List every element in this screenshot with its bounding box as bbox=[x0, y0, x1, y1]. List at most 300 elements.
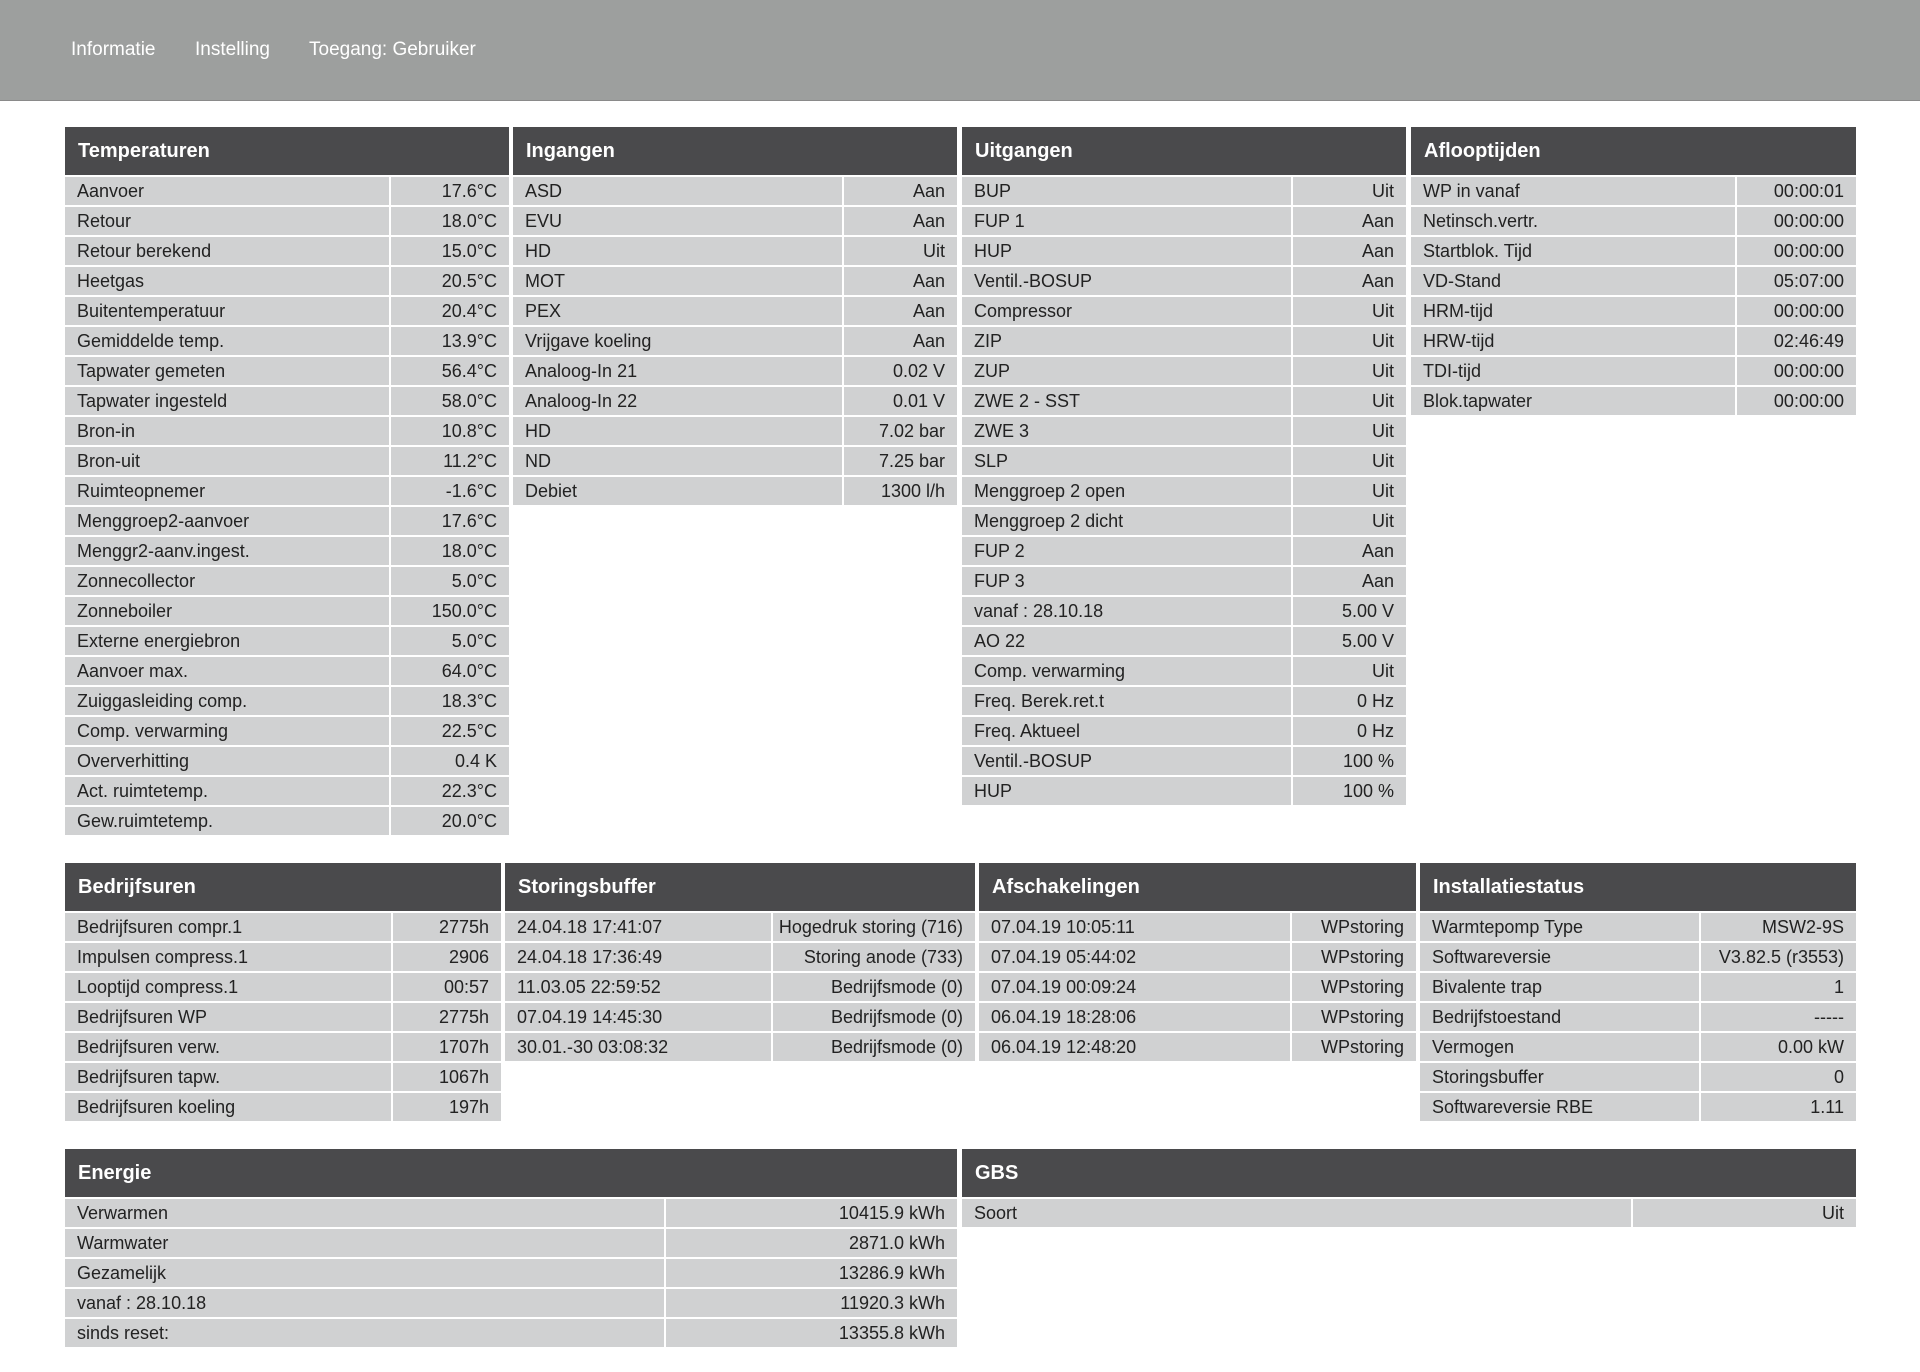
table-row bbox=[962, 297, 1406, 325]
table-row bbox=[513, 387, 957, 415]
table-row bbox=[65, 417, 509, 445]
table-row bbox=[962, 327, 1406, 355]
row-value: 22.3°C bbox=[391, 777, 509, 805]
row-value: WPstoring bbox=[1292, 1033, 1416, 1061]
row-value: ----- bbox=[1701, 1003, 1856, 1031]
panel-title: Afschakelingen bbox=[979, 863, 1416, 911]
row-label: Startblok. Tijd bbox=[1411, 237, 1735, 265]
table-row bbox=[65, 1003, 501, 1031]
row-value: WPstoring bbox=[1292, 943, 1416, 971]
table-row bbox=[513, 327, 957, 355]
panel-title: Energie bbox=[65, 1149, 957, 1197]
table-row bbox=[513, 237, 957, 265]
row-value: 02:46:49 bbox=[1737, 327, 1856, 355]
row-value: Aan bbox=[1293, 207, 1406, 235]
panel-temperaturen bbox=[65, 127, 509, 837]
panel-storingsbuffer bbox=[505, 863, 975, 1063]
rows bbox=[1411, 177, 1856, 415]
row-label: Bedrijfsuren verw. bbox=[65, 1033, 391, 1061]
nav-toegang[interactable]: Toegang: Gebruiker bbox=[309, 39, 476, 60]
row-value: 17.6°C bbox=[391, 507, 509, 535]
table-row bbox=[962, 267, 1406, 295]
table-row bbox=[65, 567, 509, 595]
row-label: Blok.tapwater bbox=[1411, 387, 1735, 415]
row-label: ASD bbox=[513, 177, 842, 205]
table-row bbox=[962, 507, 1406, 535]
table-row bbox=[505, 913, 975, 941]
rows bbox=[65, 913, 501, 1121]
table-row bbox=[1411, 177, 1856, 205]
row-label: Externe energiebron bbox=[65, 627, 389, 655]
row-label: vanaf : 28.10.18 bbox=[65, 1289, 664, 1317]
row-label: Bedrijfstoestand bbox=[1420, 1003, 1699, 1031]
row-value: 7.25 bar bbox=[844, 447, 957, 475]
row-label: Menggr2-aanv.ingest. bbox=[65, 537, 389, 565]
nav-informatie[interactable]: Informatie bbox=[71, 39, 156, 60]
table-row bbox=[979, 913, 1416, 941]
row-label: 06.04.19 18:28:06 bbox=[979, 1003, 1290, 1031]
table-row bbox=[962, 657, 1406, 685]
row-value: 5.0°C bbox=[391, 627, 509, 655]
row-label: FUP 1 bbox=[962, 207, 1291, 235]
row-label: VD-Stand bbox=[1411, 267, 1735, 295]
row-label: Compressor bbox=[962, 297, 1291, 325]
row-value: Uit bbox=[1293, 477, 1406, 505]
row-label: Zonneboiler bbox=[65, 597, 389, 625]
table-row bbox=[962, 387, 1406, 415]
row-label: Act. ruimtetemp. bbox=[65, 777, 389, 805]
row-label: ZUP bbox=[962, 357, 1291, 385]
row-label: TDI-tijd bbox=[1411, 357, 1735, 385]
row-label: Gew.ruimtetemp. bbox=[65, 807, 389, 835]
table-row bbox=[513, 357, 957, 385]
row-value: 1.11 bbox=[1701, 1093, 1856, 1121]
row-value: 00:57 bbox=[393, 973, 501, 1001]
row-value: 20.4°C bbox=[391, 297, 509, 325]
table-row bbox=[1411, 327, 1856, 355]
panel-title: Ingangen bbox=[513, 127, 957, 175]
row-label: Bron-in bbox=[65, 417, 389, 445]
table-row bbox=[513, 447, 957, 475]
table-row bbox=[1411, 207, 1856, 235]
table-row bbox=[65, 807, 509, 835]
row-label: Softwareversie RBE bbox=[1420, 1093, 1699, 1121]
row-label: Menggroep2-aanvoer bbox=[65, 507, 389, 535]
row-label: Zonnecollector bbox=[65, 567, 389, 595]
panel-title: Uitgangen bbox=[962, 127, 1406, 175]
row-value: Uit bbox=[844, 237, 957, 265]
rows bbox=[65, 1199, 957, 1347]
row-label: Bron-uit bbox=[65, 447, 389, 475]
rows bbox=[962, 1199, 1856, 1227]
panel-energie bbox=[65, 1149, 957, 1349]
table-row bbox=[979, 1003, 1416, 1031]
rows bbox=[1420, 913, 1856, 1121]
table-row bbox=[962, 687, 1406, 715]
row-label: sinds reset: bbox=[65, 1319, 664, 1347]
row-label: Retour bbox=[65, 207, 389, 235]
table-row bbox=[65, 537, 509, 565]
table-row bbox=[962, 417, 1406, 445]
table-row bbox=[962, 537, 1406, 565]
table-row bbox=[505, 1033, 975, 1061]
row-label: HD bbox=[513, 417, 842, 445]
row-value: 22.5°C bbox=[391, 717, 509, 745]
rows bbox=[513, 177, 957, 505]
row-value: Uit bbox=[1633, 1199, 1856, 1227]
row-value: Storing anode (733) bbox=[773, 943, 975, 971]
table-row bbox=[979, 1033, 1416, 1061]
row-label: WP in vanaf bbox=[1411, 177, 1735, 205]
row-label: Freq. Aktueel bbox=[962, 717, 1291, 745]
row-label: Storingsbuffer bbox=[1420, 1063, 1699, 1091]
row-label: Menggroep 2 dicht bbox=[962, 507, 1291, 535]
row-label: HRW-tijd bbox=[1411, 327, 1735, 355]
panel-ingangen bbox=[513, 127, 957, 507]
table-row bbox=[65, 687, 509, 715]
table-row bbox=[962, 237, 1406, 265]
row-value: 00:00:00 bbox=[1737, 357, 1856, 385]
table-row bbox=[505, 943, 975, 971]
row-label: FUP 3 bbox=[962, 567, 1291, 595]
panel-aflooptijden bbox=[1411, 127, 1856, 417]
table-row bbox=[65, 1319, 957, 1347]
row-value: Aan bbox=[1293, 267, 1406, 295]
table-row bbox=[65, 1063, 501, 1091]
row-value: 5.0°C bbox=[391, 567, 509, 595]
row-value: Uit bbox=[1293, 297, 1406, 325]
row-label: ZWE 2 - SST bbox=[962, 387, 1291, 415]
table-row bbox=[1420, 913, 1856, 941]
table-row bbox=[65, 237, 509, 265]
row-value: 00:00:01 bbox=[1737, 177, 1856, 205]
row-value: 18.0°C bbox=[391, 537, 509, 565]
row-label: Bedrijfsuren tapw. bbox=[65, 1063, 391, 1091]
table-row bbox=[65, 507, 509, 535]
table-row bbox=[979, 943, 1416, 971]
table-row bbox=[65, 297, 509, 325]
table-row bbox=[1420, 1063, 1856, 1091]
row-value: 00:00:00 bbox=[1737, 207, 1856, 235]
row-value: Aan bbox=[844, 207, 957, 235]
row-value: Uit bbox=[1293, 327, 1406, 355]
row-label: 24.04.18 17:36:49 bbox=[505, 943, 771, 971]
table-row bbox=[962, 447, 1406, 475]
row-value: Uit bbox=[1293, 417, 1406, 445]
top-navigation-bar bbox=[0, 0, 1920, 101]
table-row bbox=[65, 1289, 957, 1317]
table-row bbox=[65, 327, 509, 355]
table-row bbox=[513, 417, 957, 445]
table-row bbox=[65, 943, 501, 971]
row-label: SLP bbox=[962, 447, 1291, 475]
row-value: Bedrijfsmode (0) bbox=[773, 1003, 975, 1031]
row-label: Comp. verwarming bbox=[962, 657, 1291, 685]
row-label: ZWE 3 bbox=[962, 417, 1291, 445]
row-value: 17.6°C bbox=[391, 177, 509, 205]
row-value: Uit bbox=[1293, 657, 1406, 685]
row-label: Bedrijfsuren koeling bbox=[65, 1093, 391, 1121]
row-label: Impulsen compress.1 bbox=[65, 943, 391, 971]
row-value: 00:00:00 bbox=[1737, 387, 1856, 415]
row-label: 07.04.19 00:09:24 bbox=[979, 973, 1290, 1001]
row-value: 2906 bbox=[393, 943, 501, 971]
row-value: 15.0°C bbox=[391, 237, 509, 265]
row-label: Netinsch.vertr. bbox=[1411, 207, 1735, 235]
table-row bbox=[505, 973, 975, 1001]
table-row bbox=[65, 717, 509, 745]
table-row bbox=[65, 177, 509, 205]
row-label: Gemiddelde temp. bbox=[65, 327, 389, 355]
row-label: Freq. Berek.ret.t bbox=[962, 687, 1291, 715]
row-label: Analoog-In 22 bbox=[513, 387, 842, 415]
row-value: 13355.8 kWh bbox=[666, 1319, 957, 1347]
row-value: Uit bbox=[1293, 387, 1406, 415]
row-value: 58.0°C bbox=[391, 387, 509, 415]
row-label: HUP bbox=[962, 237, 1291, 265]
row-label: Menggroep 2 open bbox=[962, 477, 1291, 505]
table-row bbox=[65, 777, 509, 805]
table-row bbox=[962, 567, 1406, 595]
row-value: 0.4 K bbox=[391, 747, 509, 775]
table-row bbox=[513, 297, 957, 325]
row-value: 10415.9 kWh bbox=[666, 1199, 957, 1227]
row-label: 06.04.19 12:48:20 bbox=[979, 1033, 1290, 1061]
row-value: 64.0°C bbox=[391, 657, 509, 685]
row-value: Bedrijfsmode (0) bbox=[773, 1033, 975, 1061]
row-value: Uit bbox=[1293, 507, 1406, 535]
row-label: Warmtepomp Type bbox=[1420, 913, 1699, 941]
row-value: Aan bbox=[844, 297, 957, 325]
row-value: 2775h bbox=[393, 1003, 501, 1031]
table-row bbox=[1411, 387, 1856, 415]
row-value: Uit bbox=[1293, 447, 1406, 475]
row-value: Hogedruk storing (716) bbox=[773, 913, 975, 941]
row-label: Softwareversie bbox=[1420, 943, 1699, 971]
table-row bbox=[1411, 267, 1856, 295]
table-row bbox=[65, 447, 509, 475]
table-row bbox=[65, 597, 509, 625]
table-row bbox=[65, 913, 501, 941]
panel-gbs bbox=[962, 1149, 1856, 1229]
row-label: Tapwater ingesteld bbox=[65, 387, 389, 415]
row-label: Looptijd compress.1 bbox=[65, 973, 391, 1001]
row-label: Ventil.-BOSUP bbox=[962, 747, 1291, 775]
table-row bbox=[65, 267, 509, 295]
row-label: Zuiggasleiding comp. bbox=[65, 687, 389, 715]
row-label: Oververhitting bbox=[65, 747, 389, 775]
row-value: V3.82.5 (r3553) bbox=[1701, 943, 1856, 971]
row-value: 7.02 bar bbox=[844, 417, 957, 445]
row-label: 07.04.19 14:45:30 bbox=[505, 1003, 771, 1031]
row-value: Aan bbox=[1293, 237, 1406, 265]
row-value: 20.5°C bbox=[391, 267, 509, 295]
row-label: Vrijgave koeling bbox=[513, 327, 842, 355]
table-row bbox=[962, 747, 1406, 775]
rows bbox=[505, 913, 975, 1061]
row-value: 100 % bbox=[1293, 747, 1406, 775]
table-row bbox=[1420, 1033, 1856, 1061]
row-value: 56.4°C bbox=[391, 357, 509, 385]
table-row bbox=[962, 627, 1406, 655]
table-row bbox=[1420, 973, 1856, 1001]
row-label: vanaf : 28.10.18 bbox=[962, 597, 1291, 625]
table-row bbox=[962, 207, 1406, 235]
row-value: 0.02 V bbox=[844, 357, 957, 385]
row-label: 30.01.-30 03:08:32 bbox=[505, 1033, 771, 1061]
table-row bbox=[1411, 237, 1856, 265]
row-value: Aan bbox=[1293, 537, 1406, 565]
row-label: HUP bbox=[962, 777, 1291, 805]
row-label: MOT bbox=[513, 267, 842, 295]
panel-title: Installatiestatus bbox=[1420, 863, 1856, 911]
table-row bbox=[979, 973, 1416, 1001]
row-label: BUP bbox=[962, 177, 1291, 205]
row-value: MSW2-9S bbox=[1701, 913, 1856, 941]
row-label: Ventil.-BOSUP bbox=[962, 267, 1291, 295]
row-value: Aan bbox=[844, 267, 957, 295]
row-value: WPstoring bbox=[1292, 1003, 1416, 1031]
row-value: 11.2°C bbox=[391, 447, 509, 475]
panel-title: GBS bbox=[962, 1149, 1856, 1197]
row-value: 11920.3 kWh bbox=[666, 1289, 957, 1317]
row-value: Aan bbox=[1293, 567, 1406, 595]
table-row bbox=[962, 597, 1406, 625]
row-value: 18.3°C bbox=[391, 687, 509, 715]
row-label: Heetgas bbox=[65, 267, 389, 295]
row-value: 1067h bbox=[393, 1063, 501, 1091]
table-row bbox=[65, 747, 509, 775]
row-label: Aanvoer bbox=[65, 177, 389, 205]
table-row bbox=[65, 1229, 957, 1257]
table-row bbox=[962, 1199, 1856, 1227]
panel-title: Bedrijfsuren bbox=[65, 863, 501, 911]
table-row bbox=[65, 357, 509, 385]
table-row bbox=[65, 387, 509, 415]
row-label: FUP 2 bbox=[962, 537, 1291, 565]
panel-installatiestatus bbox=[1420, 863, 1856, 1123]
table-row bbox=[65, 1259, 957, 1287]
row-value: 00:00:00 bbox=[1737, 297, 1856, 325]
row-label: ZIP bbox=[962, 327, 1291, 355]
row-value: 2871.0 kWh bbox=[666, 1229, 957, 1257]
row-label: Gezamelijk bbox=[65, 1259, 664, 1287]
panel-title: Storingsbuffer bbox=[505, 863, 975, 911]
row-value: 1707h bbox=[393, 1033, 501, 1061]
table-row bbox=[65, 207, 509, 235]
row-label: Buitentemperatuur bbox=[65, 297, 389, 325]
row-label: Comp. verwarming bbox=[65, 717, 389, 745]
row-label: Aanvoer max. bbox=[65, 657, 389, 685]
row-label: Tapwater gemeten bbox=[65, 357, 389, 385]
table-row bbox=[1420, 1093, 1856, 1121]
row-label: Warmwater bbox=[65, 1229, 664, 1257]
row-value: Uit bbox=[1293, 177, 1406, 205]
row-label: PEX bbox=[513, 297, 842, 325]
row-label: 07.04.19 05:44:02 bbox=[979, 943, 1290, 971]
row-label: Ruimteopnemer bbox=[65, 477, 389, 505]
row-value: 100 % bbox=[1293, 777, 1406, 805]
row-label: AO 22 bbox=[962, 627, 1291, 655]
row-label: Soort bbox=[962, 1199, 1631, 1227]
table-row bbox=[65, 477, 509, 505]
table-row bbox=[65, 657, 509, 685]
row-value: 150.0°C bbox=[391, 597, 509, 625]
row-label: Bedrijfsuren compr.1 bbox=[65, 913, 391, 941]
rows bbox=[962, 177, 1406, 805]
row-value: 0.01 V bbox=[844, 387, 957, 415]
row-value: 20.0°C bbox=[391, 807, 509, 835]
row-label: HD bbox=[513, 237, 842, 265]
row-label: HRM-tijd bbox=[1411, 297, 1735, 325]
row-value: 0 Hz bbox=[1293, 717, 1406, 745]
table-row bbox=[65, 973, 501, 1001]
panel-afschakelingen bbox=[979, 863, 1416, 1063]
panel-uitgangen bbox=[962, 127, 1406, 807]
row-value: 0.00 kW bbox=[1701, 1033, 1856, 1061]
row-value: 10.8°C bbox=[391, 417, 509, 445]
row-label: Analoog-In 21 bbox=[513, 357, 842, 385]
row-value: WPstoring bbox=[1292, 973, 1416, 1001]
row-value: 13286.9 kWh bbox=[666, 1259, 957, 1287]
panel-bedrijfsuren bbox=[65, 863, 501, 1123]
table-row bbox=[1420, 1003, 1856, 1031]
row-value: Aan bbox=[844, 177, 957, 205]
row-value: 0 bbox=[1701, 1063, 1856, 1091]
row-value: 5.00 V bbox=[1293, 597, 1406, 625]
table-row bbox=[962, 477, 1406, 505]
table-row bbox=[962, 177, 1406, 205]
row-value: 05:07:00 bbox=[1737, 267, 1856, 295]
row-label: Debiet bbox=[513, 477, 842, 505]
table-row bbox=[513, 267, 957, 295]
table-row bbox=[1420, 943, 1856, 971]
row-label: 07.04.19 10:05:11 bbox=[979, 913, 1290, 941]
table-row bbox=[505, 1003, 975, 1031]
panel-title: Aflooptijden bbox=[1411, 127, 1856, 175]
row-value: 00:00:00 bbox=[1737, 237, 1856, 265]
table-row bbox=[962, 777, 1406, 805]
row-label: Vermogen bbox=[1420, 1033, 1699, 1061]
table-row bbox=[513, 177, 957, 205]
row-value: 197h bbox=[393, 1093, 501, 1121]
row-value: WPstoring bbox=[1292, 913, 1416, 941]
row-label: Bedrijfsuren WP bbox=[65, 1003, 391, 1031]
table-row bbox=[513, 207, 957, 235]
row-label: 11.03.05 22:59:52 bbox=[505, 973, 771, 1001]
table-row bbox=[65, 1033, 501, 1061]
row-value: 0 Hz bbox=[1293, 687, 1406, 715]
table-row bbox=[65, 1093, 501, 1121]
table-row bbox=[513, 477, 957, 505]
row-value: 1 bbox=[1701, 973, 1856, 1001]
table-row bbox=[1411, 357, 1856, 385]
row-value: 18.0°C bbox=[391, 207, 509, 235]
row-label: ND bbox=[513, 447, 842, 475]
row-value: Aan bbox=[844, 327, 957, 355]
table-row bbox=[65, 627, 509, 655]
panel-title: Temperaturen bbox=[65, 127, 509, 175]
nav-instelling[interactable]: Instelling bbox=[195, 39, 270, 60]
rows bbox=[65, 177, 509, 835]
row-value: 5.00 V bbox=[1293, 627, 1406, 655]
row-label: Bivalente trap bbox=[1420, 973, 1699, 1001]
row-value: -1.6°C bbox=[391, 477, 509, 505]
row-label: EVU bbox=[513, 207, 842, 235]
row-label: Verwarmen bbox=[65, 1199, 664, 1227]
table-row bbox=[962, 357, 1406, 385]
row-label: Retour berekend bbox=[65, 237, 389, 265]
